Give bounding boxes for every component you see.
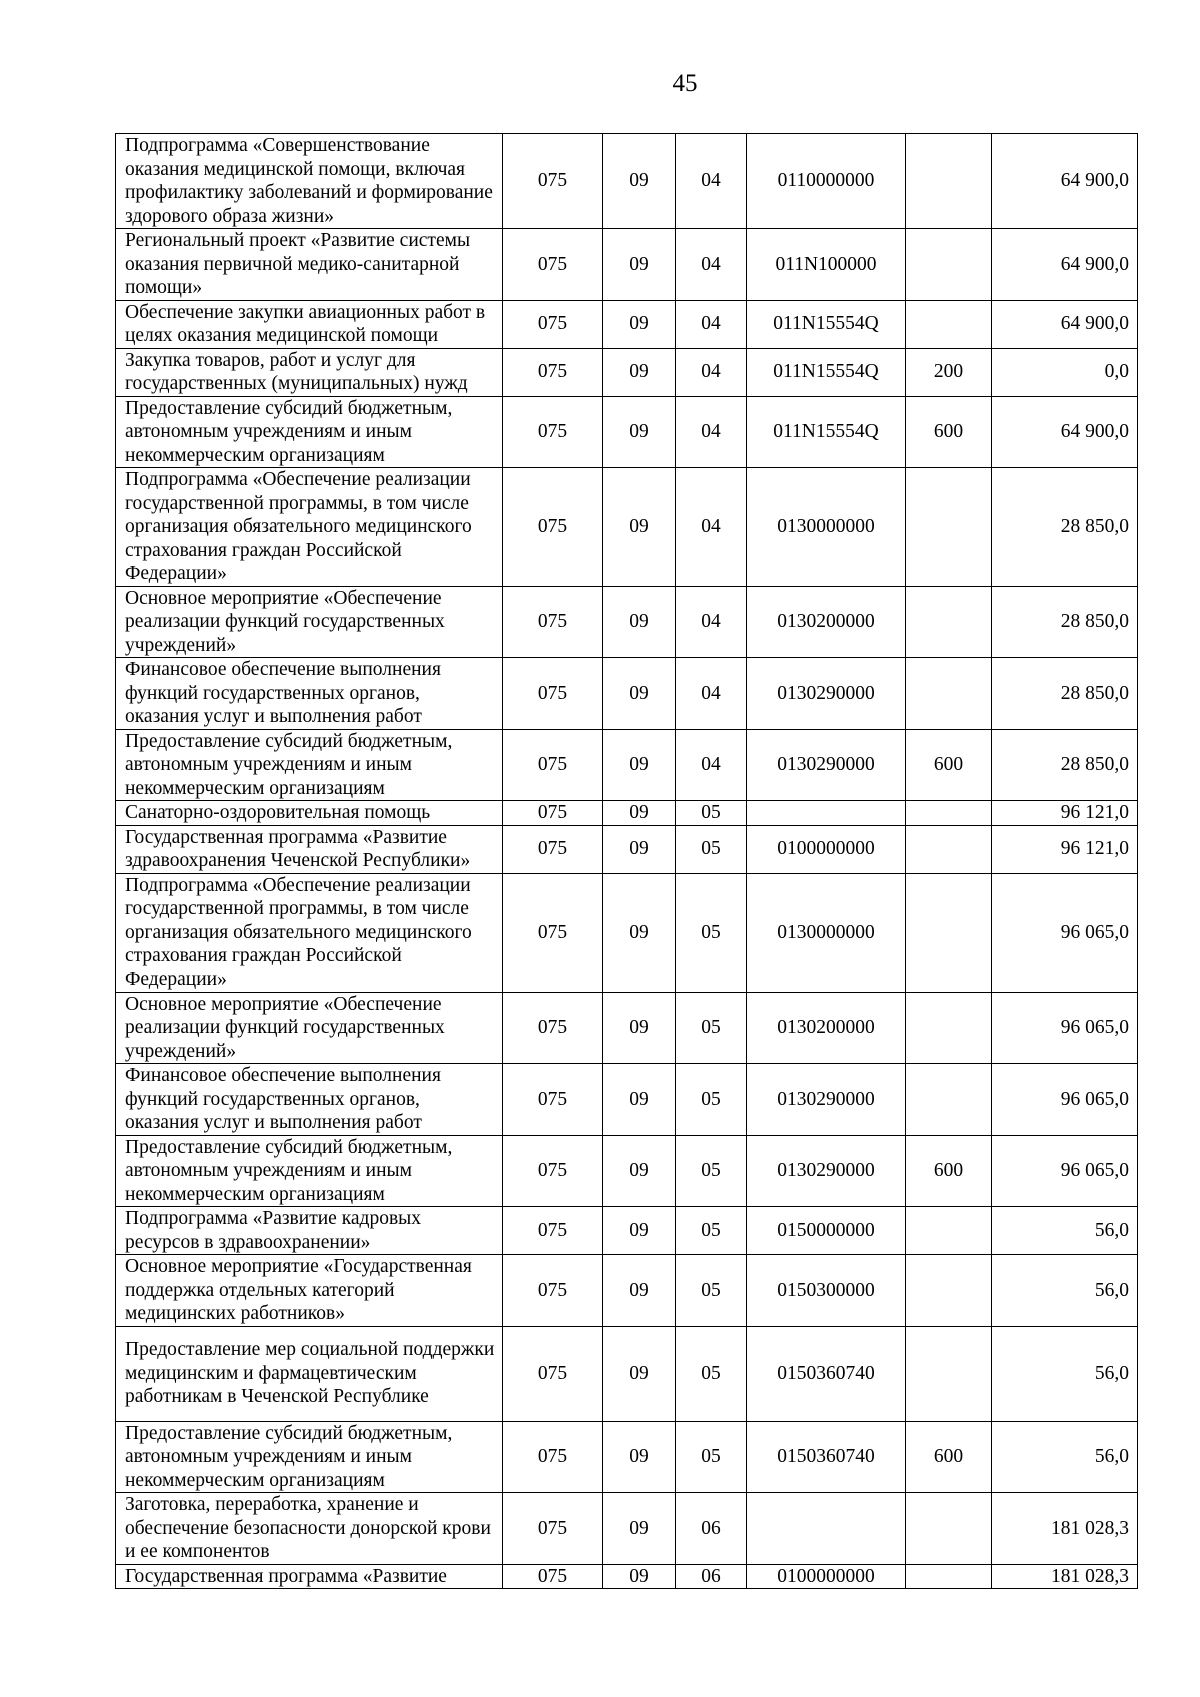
ved-code: 075 — [503, 586, 603, 658]
row-name: Финансовое обеспечение выполнения функций государственных органов, оказания услуг и выполнения работ — [116, 1064, 503, 1136]
section-code: 09 — [603, 1255, 676, 1327]
expense-type-code — [906, 134, 992, 229]
expense-type-code — [906, 825, 992, 873]
row-name: Предоставление мер социальной поддержки медицинским и фармацевтическим работникам в Чеченской Республике — [116, 1326, 503, 1421]
section-code: 09 — [603, 1207, 676, 1255]
amount: 64 900,0 — [992, 396, 1138, 468]
expense-type-code — [906, 1326, 992, 1421]
subsection-code: 05 — [676, 1326, 747, 1421]
section-code: 09 — [603, 300, 676, 348]
subsection-code: 05 — [676, 1135, 747, 1207]
table-row — [116, 729, 1138, 801]
amount: 96 121,0 — [992, 801, 1138, 826]
table-row — [116, 1207, 1138, 1255]
subsection-code: 05 — [676, 801, 747, 826]
amount: 28 850,0 — [992, 468, 1138, 587]
row-name: Предоставление субсидий бюджетным, автономным учреждениям и иным некоммерческим организациям — [116, 729, 503, 801]
row-name: Государственная программа «Развитие — [116, 1564, 503, 1589]
amount: 56,0 — [992, 1421, 1138, 1493]
amount: 56,0 — [992, 1207, 1138, 1255]
table-row — [116, 300, 1138, 348]
amount: 181 028,3 — [992, 1493, 1138, 1565]
target-article-code: 0130000000 — [747, 468, 906, 587]
expense-type-code — [906, 873, 992, 992]
table-row — [116, 229, 1138, 301]
row-name: Основное мероприятие «Обеспечение реализации функций государственных учреждений» — [116, 992, 503, 1064]
ved-code: 075 — [503, 229, 603, 301]
subsection-code: 04 — [676, 729, 747, 801]
target-article-code: 0130200000 — [747, 586, 906, 658]
subsection-code: 04 — [676, 300, 747, 348]
table-row — [116, 1326, 1138, 1421]
table-row — [116, 1564, 1138, 1589]
section-code: 09 — [603, 658, 676, 730]
section-code: 09 — [603, 1135, 676, 1207]
ved-code: 075 — [503, 396, 603, 468]
ved-code: 075 — [503, 1326, 603, 1421]
section-code: 09 — [603, 229, 676, 301]
ved-code: 075 — [503, 992, 603, 1064]
amount: 181 028,3 — [992, 1564, 1138, 1589]
ved-code: 075 — [503, 1421, 603, 1493]
section-code: 09 — [603, 1326, 676, 1421]
subsection-code: 04 — [676, 586, 747, 658]
row-name: Подпрограмма «Совершенствование оказания медицинской помощи, включая профилактику заболеваний и формирование здорового образа жизни» — [116, 134, 503, 229]
ved-code: 075 — [503, 348, 603, 396]
row-name: Основное мероприятие «Обеспечение реализации функций государственных учреждений» — [116, 586, 503, 658]
section-code: 09 — [603, 396, 676, 468]
amount: 28 850,0 — [992, 729, 1138, 801]
ved-code: 075 — [503, 1207, 603, 1255]
target-article-code: 011N15554Q — [747, 348, 906, 396]
target-article-code: 0130000000 — [747, 873, 906, 992]
ved-code: 075 — [503, 300, 603, 348]
target-article-code: 0100000000 — [747, 825, 906, 873]
subsection-code: 04 — [676, 658, 747, 730]
target-article-code: 0130290000 — [747, 1135, 906, 1207]
section-code: 09 — [603, 586, 676, 658]
subsection-code: 06 — [676, 1564, 747, 1589]
subsection-code: 05 — [676, 825, 747, 873]
amount: 56,0 — [992, 1255, 1138, 1327]
row-name: Обеспечение закупки авиационных работ в целях оказания медицинской помощи — [116, 300, 503, 348]
target-article-code: 0130290000 — [747, 729, 906, 801]
expense-type-code — [906, 658, 992, 730]
amount: 96 065,0 — [992, 992, 1138, 1064]
page-number: 45 — [672, 70, 698, 97]
table-row — [116, 1421, 1138, 1493]
target-article-code: 0150360740 — [747, 1421, 906, 1493]
amount: 96 121,0 — [992, 825, 1138, 873]
amount: 56,0 — [992, 1326, 1138, 1421]
amount: 64 900,0 — [992, 134, 1138, 229]
budget-table — [115, 133, 1138, 1589]
expense-type-code — [906, 801, 992, 826]
expense-type-code: 600 — [906, 729, 992, 801]
expense-type-code — [906, 1255, 992, 1327]
expense-type-code — [906, 1064, 992, 1136]
section-code: 09 — [603, 729, 676, 801]
subsection-code: 05 — [676, 1255, 747, 1327]
row-name: Подпрограмма «Обеспечение реализации государственной программы, в том числе организация обязательного медицинского страхования граждан Российской Федерации» — [116, 468, 503, 587]
expense-type-code — [906, 468, 992, 587]
table-row — [116, 348, 1138, 396]
ved-code: 075 — [503, 658, 603, 730]
ved-code: 075 — [503, 801, 603, 826]
table-row — [116, 658, 1138, 730]
target-article-code: 0150000000 — [747, 1207, 906, 1255]
target-article-code: 011N15554Q — [747, 300, 906, 348]
table-row — [116, 134, 1138, 229]
subsection-code: 04 — [676, 396, 747, 468]
ved-code: 075 — [503, 1135, 603, 1207]
target-article-code: 0150360740 — [747, 1326, 906, 1421]
section-code: 09 — [603, 1421, 676, 1493]
target-article-code: 0130290000 — [747, 1064, 906, 1136]
section-code: 09 — [603, 134, 676, 229]
subsection-code: 04 — [676, 348, 747, 396]
expense-type-code — [906, 1207, 992, 1255]
ved-code: 075 — [503, 468, 603, 587]
expense-type-code — [906, 1493, 992, 1565]
expense-type-code: 600 — [906, 396, 992, 468]
target-article-code: 011N15554Q — [747, 396, 906, 468]
row-name: Предоставление субсидий бюджетным, автономным учреждениям и иным некоммерческим организациям — [116, 1421, 503, 1493]
ved-code: 075 — [503, 1064, 603, 1136]
row-name: Санаторно-оздоровительная помощь — [116, 801, 503, 826]
target-article-code: 0110000000 — [747, 134, 906, 229]
ved-code: 075 — [503, 825, 603, 873]
section-code: 09 — [603, 348, 676, 396]
section-code: 09 — [603, 992, 676, 1064]
target-article-code: 0100000000 — [747, 1564, 906, 1589]
amount: 0,0 — [992, 348, 1138, 396]
table-row — [116, 1255, 1138, 1327]
row-name: Закупка товаров, работ и услуг для государственных (муниципальных) нужд — [116, 348, 503, 396]
subsection-code: 05 — [676, 1421, 747, 1493]
section-code: 09 — [603, 1064, 676, 1136]
amount: 96 065,0 — [992, 1135, 1138, 1207]
row-name: Предоставление субсидий бюджетным, автономным учреждениям и иным некоммерческим организациям — [116, 396, 503, 468]
table-row — [116, 1064, 1138, 1136]
subsection-code: 06 — [676, 1493, 747, 1565]
section-code: 09 — [603, 873, 676, 992]
amount: 64 900,0 — [992, 229, 1138, 301]
row-name: Региональный проект «Развитие системы оказания первичной медико-санитарной помощи» — [116, 229, 503, 301]
target-article-code — [747, 1493, 906, 1565]
row-name: Финансовое обеспечение выполнения функций государственных органов, оказания услуг и выполнения работ — [116, 658, 503, 730]
target-article-code: 0130200000 — [747, 992, 906, 1064]
target-article-code: 011N100000 — [747, 229, 906, 301]
target-article-code: 0130290000 — [747, 658, 906, 730]
row-name: Подпрограмма «Развитие кадровых ресурсов в здравоохранении» — [116, 1207, 503, 1255]
expense-type-code: 600 — [906, 1421, 992, 1493]
row-name: Предоставление субсидий бюджетным, автономным учреждениям и иным некоммерческим организациям — [116, 1135, 503, 1207]
subsection-code: 05 — [676, 1207, 747, 1255]
amount: 64 900,0 — [992, 300, 1138, 348]
section-code: 09 — [603, 801, 676, 826]
ved-code: 075 — [503, 1493, 603, 1565]
section-code: 09 — [603, 1564, 676, 1589]
expense-type-code — [906, 229, 992, 301]
table-row — [116, 825, 1138, 873]
ved-code: 075 — [503, 1255, 603, 1327]
table-row — [116, 586, 1138, 658]
table-row — [116, 1493, 1138, 1565]
subsection-code: 05 — [676, 1064, 747, 1136]
amount: 28 850,0 — [992, 658, 1138, 730]
subsection-code: 05 — [676, 992, 747, 1064]
table-row — [116, 468, 1138, 587]
table-row — [116, 1135, 1138, 1207]
row-name: Заготовка, переработка, хранение и обеспечение безопасности донорской крови и ее компонентов — [116, 1493, 503, 1565]
table-row — [116, 873, 1138, 992]
amount: 96 065,0 — [992, 1064, 1138, 1136]
subsection-code: 04 — [676, 229, 747, 301]
row-name: Подпрограмма «Обеспечение реализации государственной программы, в том числе организация обязательного медицинского страхования граждан Российской Федерации» — [116, 873, 503, 992]
table-row — [116, 801, 1138, 826]
section-code: 09 — [603, 1493, 676, 1565]
amount: 96 065,0 — [992, 873, 1138, 992]
target-article-code — [747, 801, 906, 826]
row-name: Государственная программа «Развитие здравоохранения Чеченской Республики» — [116, 825, 503, 873]
ved-code: 075 — [503, 729, 603, 801]
table-row — [116, 992, 1138, 1064]
subsection-code: 04 — [676, 134, 747, 229]
expense-type-code: 600 — [906, 1135, 992, 1207]
row-name: Основное мероприятие «Государственная поддержка отдельных категорий медицинских работников» — [116, 1255, 503, 1327]
amount: 28 850,0 — [992, 586, 1138, 658]
ved-code: 075 — [503, 1564, 603, 1589]
section-code: 09 — [603, 825, 676, 873]
ved-code: 075 — [503, 134, 603, 229]
subsection-code: 04 — [676, 468, 747, 587]
section-code: 09 — [603, 468, 676, 587]
expense-type-code — [906, 992, 992, 1064]
table-row — [116, 396, 1138, 468]
expense-type-code: 200 — [906, 348, 992, 396]
expense-type-code — [906, 300, 992, 348]
expense-type-code — [906, 1564, 992, 1589]
expense-type-code — [906, 586, 992, 658]
ved-code: 075 — [503, 873, 603, 992]
target-article-code: 0150300000 — [747, 1255, 906, 1327]
subsection-code: 05 — [676, 873, 747, 992]
